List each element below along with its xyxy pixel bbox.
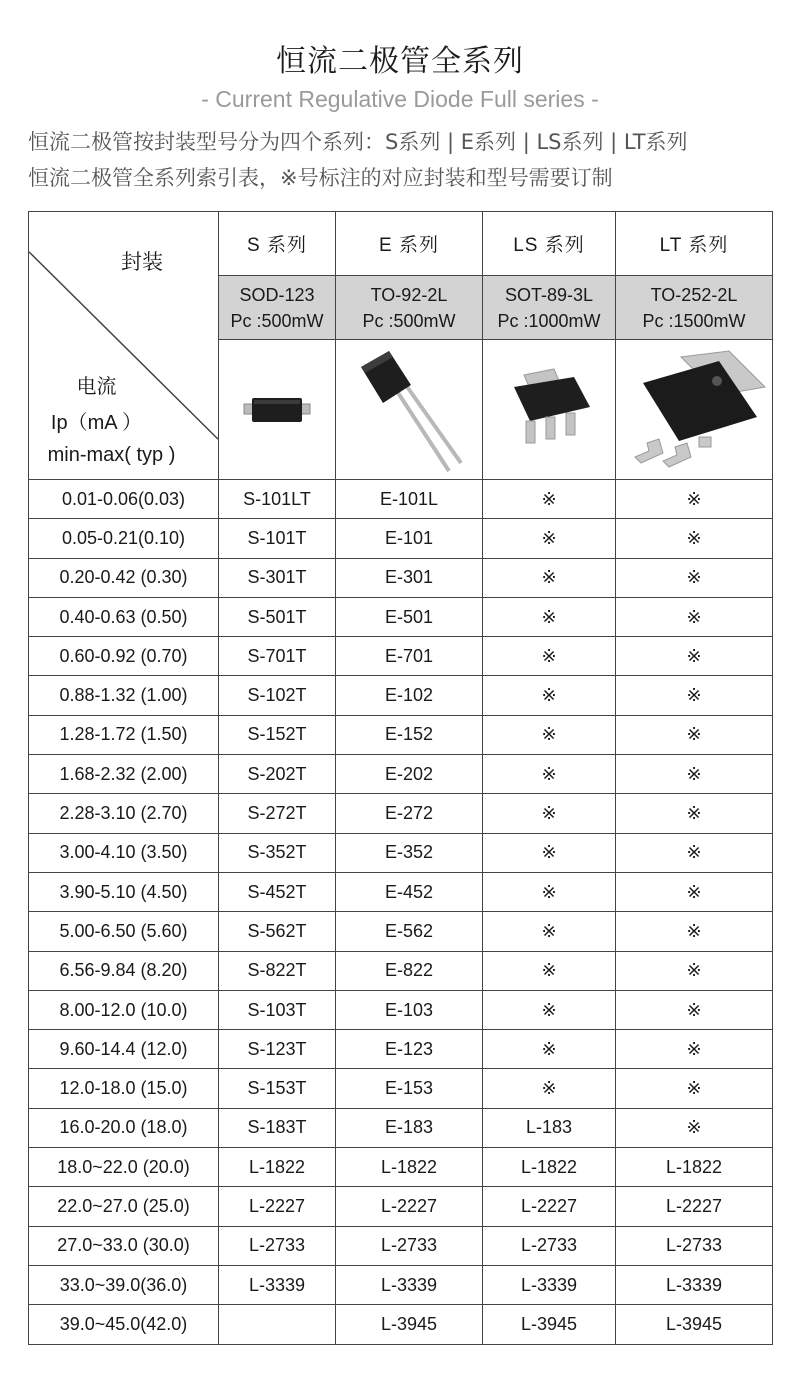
series-header-s: S 系列 bbox=[219, 212, 336, 276]
model-cell: L-3339 bbox=[336, 1265, 483, 1304]
model-cell: ※ bbox=[483, 951, 616, 990]
current-range-cell: 16.0-20.0 (18.0) bbox=[29, 1108, 219, 1147]
model-cell: L-2227 bbox=[616, 1187, 773, 1226]
package-name: SOD-123 bbox=[239, 284, 315, 305]
model-cell: S-501T bbox=[219, 597, 336, 636]
model-cell: L-1822 bbox=[483, 1148, 616, 1187]
current-range-cell: 12.0-18.0 (15.0) bbox=[29, 1069, 219, 1108]
model-cell: S-101LT bbox=[219, 480, 336, 519]
model-cell: S-452T bbox=[219, 872, 336, 911]
table-row bbox=[29, 1148, 773, 1187]
corner-header-cell bbox=[29, 212, 219, 480]
model-cell: ※ bbox=[483, 872, 616, 911]
model-cell: S-301T bbox=[219, 558, 336, 597]
package-power: Pc :1500mW bbox=[642, 310, 746, 331]
package-power: Pc :1000mW bbox=[497, 310, 601, 331]
model-cell: ※ bbox=[616, 637, 773, 676]
model-cell: L-1822 bbox=[336, 1148, 483, 1187]
model-cell: S-153T bbox=[219, 1069, 336, 1108]
package-cell-ls bbox=[483, 276, 616, 340]
model-cell: ※ bbox=[616, 715, 773, 754]
current-range-cell: 6.56-9.84 (8.20) bbox=[29, 951, 219, 990]
model-cell: E-101 bbox=[336, 519, 483, 558]
model-cell bbox=[219, 1305, 336, 1344]
corner-current-range: min-max( typ ) bbox=[47, 444, 176, 466]
current-range-cell: 22.0~27.0 (25.0) bbox=[29, 1187, 219, 1226]
model-cell: E-501 bbox=[336, 597, 483, 636]
model-cell: S-562T bbox=[219, 912, 336, 951]
model-cell: E-701 bbox=[336, 637, 483, 676]
model-cell: ※ bbox=[616, 951, 773, 990]
model-cell: E-183 bbox=[336, 1108, 483, 1147]
model-cell: L-2733 bbox=[616, 1226, 773, 1265]
model-cell: ※ bbox=[483, 519, 616, 558]
table-row bbox=[29, 990, 773, 1029]
model-cell: S-352T bbox=[219, 833, 336, 872]
model-cell: E-152 bbox=[336, 715, 483, 754]
table-row bbox=[29, 519, 773, 558]
model-cell: L-3945 bbox=[483, 1305, 616, 1344]
table-row bbox=[29, 1030, 773, 1069]
model-cell: ※ bbox=[483, 1069, 616, 1108]
model-cell: L-3339 bbox=[616, 1265, 773, 1304]
model-cell: S-102T bbox=[219, 676, 336, 715]
corner-current-label: 电流 bbox=[76, 376, 117, 398]
series-header-ls: LS 系列 bbox=[483, 212, 616, 276]
table-row bbox=[29, 1108, 773, 1147]
package-power: Pc :500mW bbox=[362, 310, 456, 331]
current-range-cell: 8.00-12.0 (10.0) bbox=[29, 990, 219, 1029]
model-cell: L-1822 bbox=[219, 1148, 336, 1187]
model-cell: ※ bbox=[483, 990, 616, 1029]
model-cell: ※ bbox=[483, 637, 616, 676]
package-name: SOT-89-3L bbox=[504, 284, 594, 305]
model-cell: S-822T bbox=[219, 951, 336, 990]
series-header-e: E 系列 bbox=[336, 212, 483, 276]
current-range-cell: 3.00-4.10 (3.50) bbox=[29, 833, 219, 872]
model-cell: ※ bbox=[616, 755, 773, 794]
model-cell: E-452 bbox=[336, 872, 483, 911]
table-row bbox=[29, 755, 773, 794]
model-cell: E-101L bbox=[336, 480, 483, 519]
current-range-cell: 0.05-0.21(0.10) bbox=[29, 519, 219, 558]
model-cell: L-183 bbox=[483, 1108, 616, 1147]
current-range-cell: 3.90-5.10 (4.50) bbox=[29, 872, 219, 911]
table-row bbox=[29, 1069, 773, 1108]
image-cell-ls bbox=[483, 340, 616, 480]
model-cell: S-101T bbox=[219, 519, 336, 558]
model-cell: E-352 bbox=[336, 833, 483, 872]
current-range-cell: 0.01-0.06(0.03) bbox=[29, 480, 219, 519]
model-cell: E-272 bbox=[336, 794, 483, 833]
sod123-package-icon bbox=[242, 390, 312, 430]
model-cell: ※ bbox=[483, 715, 616, 754]
model-cell: ※ bbox=[616, 480, 773, 519]
model-cell: L-2227 bbox=[336, 1187, 483, 1226]
corner-current-unit: Ip（mA ） bbox=[50, 412, 143, 434]
model-cell: ※ bbox=[616, 872, 773, 911]
intro-index-line: 恒流二极管全系列索引表，※号标注的对应封装和型号需要订制 bbox=[28, 166, 613, 190]
model-cell: ※ bbox=[483, 1030, 616, 1069]
intro-series-line: 恒流二极管按封装型号分为四个系列：S系列 | E系列 | LS系列 | LT系列 bbox=[28, 130, 688, 154]
current-range-cell: 33.0~39.0(36.0) bbox=[29, 1265, 219, 1304]
model-cell: L-3339 bbox=[219, 1265, 336, 1304]
package-cell-e bbox=[336, 276, 483, 340]
model-cell: E-301 bbox=[336, 558, 483, 597]
package-cell-s bbox=[219, 276, 336, 340]
page-subtitle: - Current Regulative Diode Full series - bbox=[201, 86, 599, 112]
series-header-lt: LT 系列 bbox=[616, 212, 773, 276]
image-cell-lt bbox=[616, 340, 773, 480]
model-cell: L-2733 bbox=[336, 1226, 483, 1265]
to252-package-icon bbox=[619, 347, 769, 472]
model-cell: ※ bbox=[616, 912, 773, 951]
current-range-cell: 2.28-3.10 (2.70) bbox=[29, 794, 219, 833]
model-cell: ※ bbox=[616, 1108, 773, 1147]
current-range-cell: 39.0~45.0(42.0) bbox=[29, 1305, 219, 1344]
current-range-cell: 27.0~33.0 (30.0) bbox=[29, 1226, 219, 1265]
model-cell: E-202 bbox=[336, 755, 483, 794]
model-cell: L-2227 bbox=[483, 1187, 616, 1226]
model-cell: S-202T bbox=[219, 755, 336, 794]
model-cell: S-701T bbox=[219, 637, 336, 676]
model-cell: ※ bbox=[616, 597, 773, 636]
table-row bbox=[29, 951, 773, 990]
table-row bbox=[29, 872, 773, 911]
model-cell: ※ bbox=[483, 558, 616, 597]
image-cell-s bbox=[219, 340, 336, 480]
model-cell: L-2733 bbox=[219, 1226, 336, 1265]
current-range-cell: 18.0~22.0 (20.0) bbox=[29, 1148, 219, 1187]
current-range-cell: 1.28-1.72 (1.50) bbox=[29, 715, 219, 754]
table-row bbox=[29, 480, 773, 519]
model-cell: S-152T bbox=[219, 715, 336, 754]
package-name: TO-252-2L bbox=[650, 284, 738, 305]
model-cell: S-272T bbox=[219, 794, 336, 833]
current-range-cell: 0.40-0.63 (0.50) bbox=[29, 597, 219, 636]
table-row bbox=[29, 1187, 773, 1226]
table-row bbox=[29, 1265, 773, 1304]
model-cell: ※ bbox=[483, 480, 616, 519]
model-cell: L-3945 bbox=[336, 1305, 483, 1344]
model-cell: E-102 bbox=[336, 676, 483, 715]
model-cell: ※ bbox=[616, 519, 773, 558]
page-title: 恒流二极管全系列 bbox=[276, 44, 524, 79]
model-cell: L-3339 bbox=[483, 1265, 616, 1304]
model-cell: ※ bbox=[616, 676, 773, 715]
table-row bbox=[29, 558, 773, 597]
sot89-package-icon bbox=[494, 365, 604, 455]
model-cell: E-153 bbox=[336, 1069, 483, 1108]
to92-package-icon bbox=[349, 345, 469, 475]
model-cell: S-123T bbox=[219, 1030, 336, 1069]
model-cell: E-562 bbox=[336, 912, 483, 951]
model-cell: S-103T bbox=[219, 990, 336, 1029]
current-range-cell: 0.88-1.32 (1.00) bbox=[29, 676, 219, 715]
model-cell: ※ bbox=[616, 558, 773, 597]
model-cell: ※ bbox=[483, 833, 616, 872]
current-range-cell: 5.00-6.50 (5.60) bbox=[29, 912, 219, 951]
model-cell: L-2227 bbox=[219, 1187, 336, 1226]
current-range-cell: 0.20-0.42 (0.30) bbox=[29, 558, 219, 597]
package-name: TO-92-2L bbox=[370, 284, 448, 305]
model-cell: ※ bbox=[483, 676, 616, 715]
table-row bbox=[29, 912, 773, 951]
table-row bbox=[29, 637, 773, 676]
model-cell: E-123 bbox=[336, 1030, 483, 1069]
image-cell-e bbox=[336, 340, 483, 480]
model-cell: L-2733 bbox=[483, 1226, 616, 1265]
table-row bbox=[29, 597, 773, 636]
model-cell: S-183T bbox=[219, 1108, 336, 1147]
model-cell: L-3945 bbox=[616, 1305, 773, 1344]
model-cell: E-103 bbox=[336, 990, 483, 1029]
model-cell: ※ bbox=[483, 755, 616, 794]
model-cell: ※ bbox=[483, 794, 616, 833]
current-range-cell: 9.60-14.4 (12.0) bbox=[29, 1030, 219, 1069]
table-row bbox=[29, 1226, 773, 1265]
model-cell: ※ bbox=[616, 833, 773, 872]
package-power: Pc :500mW bbox=[230, 310, 324, 331]
model-cell: ※ bbox=[483, 597, 616, 636]
current-range-cell: 1.68-2.32 (2.00) bbox=[29, 755, 219, 794]
package-cell-lt bbox=[616, 276, 773, 340]
model-cell: ※ bbox=[483, 912, 616, 951]
model-cell: L-1822 bbox=[616, 1148, 773, 1187]
table-row bbox=[29, 794, 773, 833]
table-row bbox=[29, 1305, 773, 1344]
corner-package-label: 封装 bbox=[121, 250, 163, 274]
table-row bbox=[29, 676, 773, 715]
table-row bbox=[29, 833, 773, 872]
current-range-cell: 0.60-0.92 (0.70) bbox=[29, 637, 219, 676]
model-cell: ※ bbox=[616, 990, 773, 1029]
table-row bbox=[29, 715, 773, 754]
model-cell: E-822 bbox=[336, 951, 483, 990]
model-cell: ※ bbox=[616, 1069, 773, 1108]
model-cell: ※ bbox=[616, 1030, 773, 1069]
model-cell: ※ bbox=[616, 794, 773, 833]
series-index-table bbox=[28, 211, 773, 1345]
